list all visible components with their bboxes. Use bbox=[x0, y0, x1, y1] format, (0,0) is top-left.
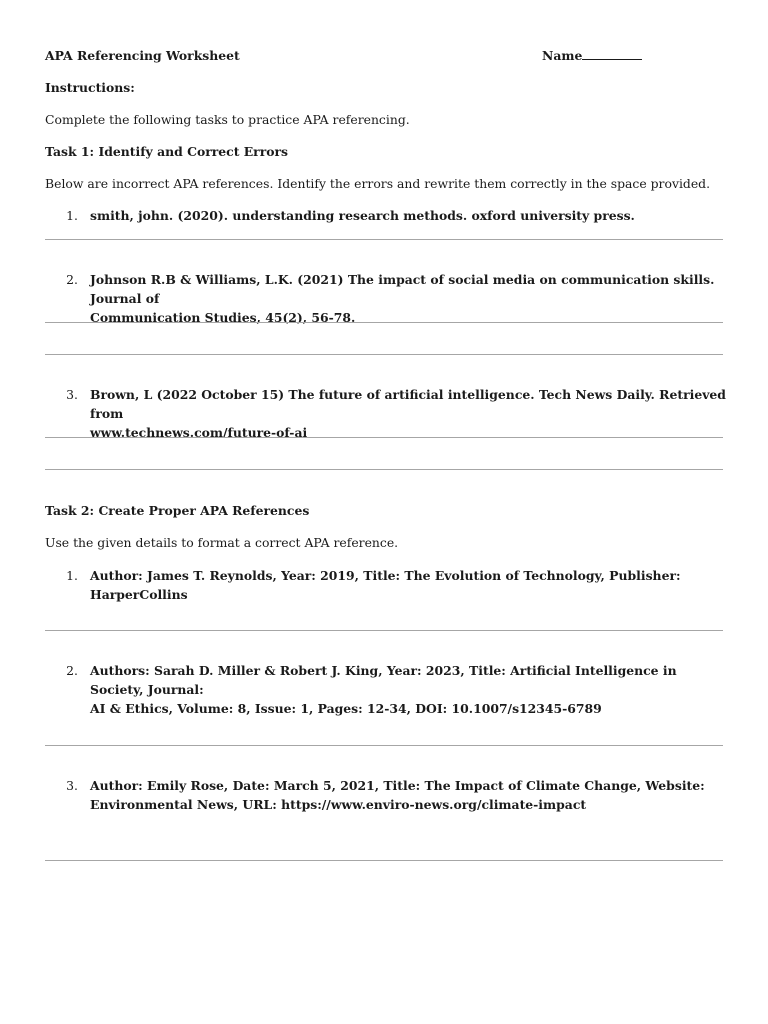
name-field[interactable] bbox=[542, 46, 642, 65]
task2-item3-number: 3. bbox=[66, 778, 78, 793]
task2-item3-text bbox=[90, 776, 730, 814]
task2-description: Use the given details to format a correct APA reference. bbox=[45, 535, 399, 550]
answer-line[interactable] bbox=[45, 354, 723, 355]
answer-line[interactable] bbox=[45, 469, 723, 470]
task1-item1-number: 1. bbox=[66, 208, 78, 223]
task2-item2-text bbox=[90, 661, 730, 718]
task2-item1-number: 1. bbox=[66, 568, 78, 583]
task1-item1-line1: smith, john. (2020). understanding research methods. oxford university press. bbox=[90, 208, 635, 223]
task1-item2-number: 2. bbox=[66, 272, 78, 287]
answer-line[interactable] bbox=[45, 745, 723, 746]
answer-line[interactable] bbox=[45, 860, 723, 861]
task1-item2-line2: Communication Studies, 45(2), 56-78. bbox=[90, 310, 356, 325]
instructions-heading: Instructions: bbox=[45, 80, 135, 95]
task2-heading: Task 2: Create Proper APA References bbox=[45, 503, 310, 518]
task2-item3-line1: Author: Emily Rose, Date: March 5, 2021, Title: The Impact of Climate Change, Website: bbox=[90, 778, 705, 793]
task1-item3-line2: www.technews.com/future-of-ai bbox=[90, 425, 308, 440]
task1-item3-number: 3. bbox=[66, 387, 78, 402]
answer-line[interactable] bbox=[45, 437, 723, 438]
answer-line[interactable] bbox=[45, 239, 723, 240]
task2-item2-line2: AI & Ethics, Volume: 8, Issue: 1, Pages: 12-34, DOI: 10.1007/s12345-6789 bbox=[90, 701, 602, 716]
task2-item1-line1: Author: James T. Reynolds, Year: 2019, Title: The Evolution of Technology, Publisher: HarperCollins bbox=[90, 568, 681, 602]
answer-line[interactable] bbox=[45, 630, 723, 631]
task1-item3-text bbox=[90, 385, 730, 442]
name-label: Name bbox=[542, 48, 583, 63]
task2-item3-line2: Environmental News, URL: https://www.enviro-news.org/climate-impact bbox=[90, 797, 587, 812]
task1-description: Below are incorrect APA references. Identify the errors and rewrite them correctly in the space provided. bbox=[45, 176, 711, 191]
worksheet-title: APA Referencing Worksheet bbox=[45, 48, 240, 63]
task1-item2-text bbox=[90, 270, 730, 327]
task1-item1-text bbox=[90, 206, 730, 225]
name-blank-line[interactable] bbox=[582, 47, 642, 60]
answer-line[interactable] bbox=[45, 322, 723, 323]
task1-item2-line1: Johnson R.B & Williams, L.K. (2021) The impact of social media on communication skills. Journal of bbox=[90, 272, 715, 306]
task1-heading: Task 1: Identify and Correct Errors bbox=[45, 144, 289, 159]
task2-item2-line1: Authors: Sarah D. Miller & Robert J. King, Year: 2023, Title: Artificial Intelligence in Society, Journal: bbox=[90, 663, 677, 697]
instructions-text: Complete the following tasks to practice APA referencing. bbox=[45, 112, 410, 127]
task2-item1-text bbox=[90, 566, 730, 604]
task2-item2-number: 2. bbox=[66, 663, 78, 678]
task1-item3-line1: Brown, L (2022 October 15) The future of artificial intelligence. Tech News Daily. Retrieved from bbox=[90, 387, 726, 421]
